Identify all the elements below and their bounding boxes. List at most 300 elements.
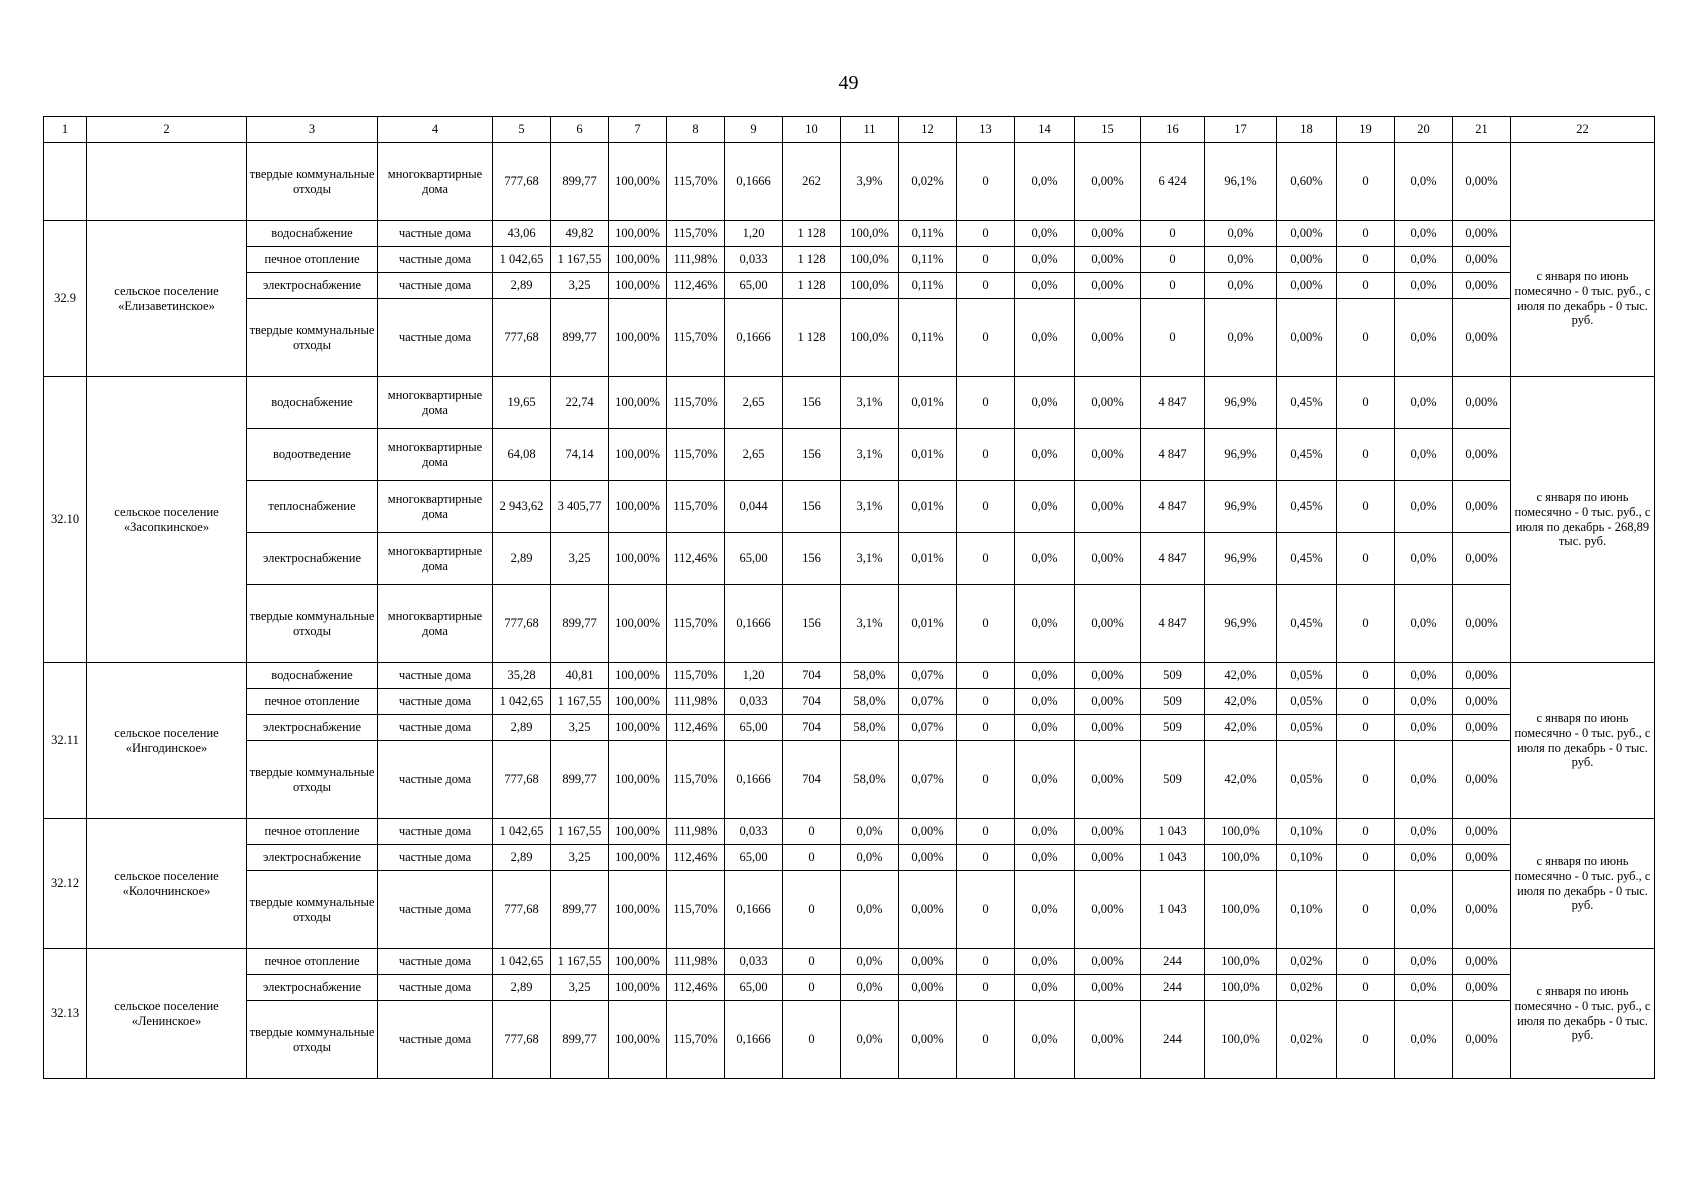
table-cell: 0,0% [1395,741,1453,819]
column-header-6: 6 [551,117,609,143]
table-cell: 0 [1337,299,1395,377]
column-header-5: 5 [493,117,551,143]
settlement-name-cell: сельское поселение «Засопкинское» [87,377,247,663]
table-cell: 112,46% [667,845,725,871]
table-cell: 0,1666 [725,585,783,663]
table-cell: 0,00% [1075,1001,1141,1079]
table-cell: 0,00% [1453,273,1511,299]
table-cell: частные дома [378,975,493,1001]
table-cell: 0,033 [725,689,783,715]
table-cell: 0,45% [1277,533,1337,585]
column-header-13: 13 [957,117,1015,143]
table-cell: 777,68 [493,299,551,377]
column-header-17: 17 [1205,117,1277,143]
table-cell: 0,0% [1395,585,1453,663]
table-cell: 0,00% [899,871,957,949]
table-cell: 0 [783,871,841,949]
table-cell: 1 128 [783,221,841,247]
table-cell: 0,033 [725,819,783,845]
table-cell: 0,07% [899,715,957,741]
table-cell: 0,45% [1277,585,1337,663]
table-cell: 100,0% [841,247,899,273]
column-header-16: 16 [1141,117,1205,143]
table-cell: 2,89 [493,273,551,299]
table-cell: 3,25 [551,715,609,741]
table-cell: электроснабжение [247,533,378,585]
settlement-name-cell: сельское поселение «Ингодинское» [87,663,247,819]
table-row [44,949,1655,975]
table-cell: 1 167,55 [551,689,609,715]
table-cell: 0 [957,819,1015,845]
table-cell: 0,0% [1205,273,1277,299]
table-cell: 115,70% [667,299,725,377]
table-cell: 0,00% [1075,429,1141,481]
table-cell: частные дома [378,949,493,975]
table-cell: 1 043 [1141,871,1205,949]
payment-note-cell: с января по июнь помесячно - 0 тыс. руб., с июля по декабрь - 0 тыс. руб. [1511,949,1655,1079]
table-cell: 0 [957,143,1015,221]
table-cell: 0,0% [1015,949,1075,975]
tariff-table [43,116,1655,1079]
table-cell: электроснабжение [247,715,378,741]
table-cell: печное отопление [247,949,378,975]
table-cell: 100,0% [1205,1001,1277,1079]
table-cell: 1 128 [783,273,841,299]
table-cell: 0 [1337,221,1395,247]
table-cell: 0,00% [1075,377,1141,429]
table-cell: 0,05% [1277,689,1337,715]
table-cell: 65,00 [725,273,783,299]
table-cell: 115,70% [667,143,725,221]
table-cell: 49,82 [551,221,609,247]
table-cell: 777,68 [493,585,551,663]
table-cell: 2,89 [493,975,551,1001]
table-cell: 0,0% [1395,299,1453,377]
table-cell: 0,0% [841,975,899,1001]
table-cell: частные дома [378,299,493,377]
table-cell: 0,00% [1075,481,1141,533]
table-cell: 0 [957,221,1015,247]
table-cell: 115,70% [667,585,725,663]
table-cell: 112,46% [667,975,725,1001]
table-cell: водоснабжение [247,377,378,429]
table-cell: 0,0% [1395,429,1453,481]
table-cell: 0,00% [1075,975,1141,1001]
table-cell: 0,00% [1453,871,1511,949]
column-header-1: 1 [44,117,87,143]
column-header-9: 9 [725,117,783,143]
table-cell: 115,70% [667,663,725,689]
table-cell: 0,0% [1015,871,1075,949]
table-cell: 0 [1337,273,1395,299]
table-cell: 0 [957,663,1015,689]
table-cell: 0 [957,715,1015,741]
table-cell: 100,00% [609,819,667,845]
table-cell: 899,77 [551,299,609,377]
table-cell: 0,05% [1277,663,1337,689]
table-cell: 58,0% [841,715,899,741]
table-cell: 100,00% [609,663,667,689]
table-cell: 115,70% [667,871,725,949]
column-header-7: 7 [609,117,667,143]
table-cell: 0,0% [1015,377,1075,429]
table-cell: 42,0% [1205,689,1277,715]
column-header-15: 15 [1075,117,1141,143]
table-cell: 112,46% [667,273,725,299]
column-number-header-row [44,117,1655,143]
table-cell: частные дома [378,663,493,689]
table-cell: 100,0% [1205,975,1277,1001]
table-cell: 4 847 [1141,585,1205,663]
table-cell: 58,0% [841,663,899,689]
table-cell: 0 [957,429,1015,481]
row-code-cell: 32.11 [44,663,87,819]
table-cell: твердые коммунальные отходы [247,741,378,819]
table-cell: 0,11% [899,247,957,273]
table-cell: 0,0% [1395,689,1453,715]
payment-note-cell: с января по июнь помесячно - 0 тыс. руб., с июля по декабрь - 0 тыс. руб. [1511,819,1655,949]
table-cell: 899,77 [551,143,609,221]
table-cell: 111,98% [667,949,725,975]
table-cell: частные дома [378,1001,493,1079]
table-cell: 0,00% [1075,845,1141,871]
table-cell: частные дома [378,273,493,299]
table-cell: 0 [1141,299,1205,377]
table-cell: 0 [957,247,1015,273]
table-cell: 6 424 [1141,143,1205,221]
table-cell: 0 [957,273,1015,299]
table-cell: 100,00% [609,429,667,481]
table-cell: 115,70% [667,429,725,481]
table-cell: 3,25 [551,533,609,585]
table-cell: частные дома [378,845,493,871]
table-cell: 0,0% [1015,715,1075,741]
table-cell: 1 128 [783,247,841,273]
table-cell: 115,70% [667,481,725,533]
table-row [44,533,1655,585]
table-cell: 19,65 [493,377,551,429]
table-cell: 0 [1337,949,1395,975]
table-cell: 0,0% [1395,871,1453,949]
table-cell: 0,00% [1277,247,1337,273]
table-cell: 3,1% [841,533,899,585]
table-cell: 42,0% [1205,741,1277,819]
table-cell: 22,74 [551,377,609,429]
table-cell: 3,1% [841,481,899,533]
table-cell: 100,00% [609,741,667,819]
table-cell: 4 847 [1141,533,1205,585]
column-header-12: 12 [899,117,957,143]
table-cell: 0 [783,975,841,1001]
table-cell: 0 [1337,741,1395,819]
table-cell: 0,00% [1075,585,1141,663]
table-cell: теплоснабжение [247,481,378,533]
table-cell: 0,033 [725,949,783,975]
table-cell: твердые коммунальные отходы [247,143,378,221]
table-cell: 0,45% [1277,377,1337,429]
table-cell: 42,0% [1205,715,1277,741]
table-cell: 0,45% [1277,481,1337,533]
table-cell: 0 [1337,663,1395,689]
table-cell: электроснабжение [247,845,378,871]
table-cell: 2,65 [725,429,783,481]
table-cell: 899,77 [551,871,609,949]
table-cell: 704 [783,715,841,741]
table-cell: 1 167,55 [551,819,609,845]
table-cell: 0,0% [1395,377,1453,429]
table-cell: 777,68 [493,143,551,221]
table-row [44,299,1655,377]
table-row [44,377,1655,429]
table-cell: 0,00% [1453,533,1511,585]
table-cell: 2,89 [493,845,551,871]
table-cell: 0,00% [1453,247,1511,273]
table-cell: 0,00% [1453,1001,1511,1079]
table-cell: 0,00% [1453,975,1511,1001]
table-cell: 65,00 [725,533,783,585]
table-cell: 0,1666 [725,871,783,949]
table-cell: 3,1% [841,585,899,663]
table-cell: 244 [1141,1001,1205,1079]
table-cell: 1 042,65 [493,247,551,273]
table-cell: многоквартирные дома [378,429,493,481]
table-cell: 509 [1141,715,1205,741]
column-header-14: 14 [1015,117,1075,143]
table-cell: 0 [1337,871,1395,949]
table-cell: 0,07% [899,663,957,689]
table-cell: 40,81 [551,663,609,689]
table-cell: 0 [957,481,1015,533]
table-cell: 0,0% [841,871,899,949]
table-cell: 0,00% [1453,663,1511,689]
column-header-19: 19 [1337,117,1395,143]
column-header-3: 3 [247,117,378,143]
table-cell: 115,70% [667,741,725,819]
table-cell: 100,0% [1205,871,1277,949]
table-cell: 0,0% [1015,143,1075,221]
table-cell: водоснабжение [247,221,378,247]
table-cell: 0,0% [1015,481,1075,533]
table-cell: 96,9% [1205,377,1277,429]
table-cell: 0,0% [1015,689,1075,715]
table-cell: 100,0% [1205,819,1277,845]
table-cell: 0,0% [841,819,899,845]
table-cell: 0,044 [725,481,783,533]
table-cell: 0 [1337,819,1395,845]
table-cell: 0,07% [899,741,957,819]
table-cell: 0,1666 [725,299,783,377]
table-cell: 100,0% [1205,949,1277,975]
table-cell: 0,033 [725,247,783,273]
table-cell: 0 [783,949,841,975]
table-cell: 156 [783,585,841,663]
table-cell: 100,00% [609,845,667,871]
table-cell: 0,0% [1395,533,1453,585]
table-row [44,975,1655,1001]
table-cell: 0 [1337,533,1395,585]
table-cell: печное отопление [247,247,378,273]
table-cell: 100,0% [841,221,899,247]
table-cell: 0,00% [1075,741,1141,819]
table-cell: 0,0% [1205,221,1277,247]
table-cell: 704 [783,689,841,715]
table-cell: 0,0% [1015,273,1075,299]
table-cell: 115,70% [667,377,725,429]
table-cell: 100,00% [609,871,667,949]
table-cell: 0,00% [1453,377,1511,429]
table-cell: 74,14 [551,429,609,481]
table-cell: 2,89 [493,533,551,585]
column-header-4: 4 [378,117,493,143]
table-cell: 0 [1141,273,1205,299]
table-cell: 3 405,77 [551,481,609,533]
table-cell: 35,28 [493,663,551,689]
table-cell: 100,00% [609,689,667,715]
table-cell: 1 042,65 [493,819,551,845]
table-cell: 0 [1141,247,1205,273]
table-cell: 0,00% [1075,689,1141,715]
table-cell: 0 [783,1001,841,1079]
table-cell: 58,0% [841,689,899,715]
column-header-10: 10 [783,117,841,143]
table-cell: 0 [1337,585,1395,663]
table-cell: 64,08 [493,429,551,481]
table-cell: 4 847 [1141,429,1205,481]
column-header-18: 18 [1277,117,1337,143]
table-cell: 0,0% [1015,221,1075,247]
table-cell: 0 [1337,377,1395,429]
table-cell: 96,9% [1205,533,1277,585]
table-cell: 0,00% [1453,949,1511,975]
table-cell: 100,00% [609,143,667,221]
table-cell: 1 043 [1141,845,1205,871]
table-cell: многоквартирные дома [378,533,493,585]
table-cell: 96,9% [1205,429,1277,481]
table-row [44,247,1655,273]
table-cell: 0,00% [1453,429,1511,481]
table-row [44,481,1655,533]
table-cell: 111,98% [667,689,725,715]
table-cell: 0,45% [1277,429,1337,481]
table-cell: 96,9% [1205,481,1277,533]
row-code-cell: 32.10 [44,377,87,663]
column-header-8: 8 [667,117,725,143]
payment-note-cell: с января по июнь помесячно - 0 тыс. руб., с июля по декабрь - 0 тыс. руб. [1511,663,1655,819]
table-cell: 0,0% [1395,975,1453,1001]
table-cell: 111,98% [667,819,725,845]
table-cell: 42,0% [1205,663,1277,689]
table-cell: 0,0% [1015,819,1075,845]
table-cell: 0,00% [1453,221,1511,247]
table-cell: твердые коммунальные отходы [247,1001,378,1079]
table-cell: 0,00% [1453,585,1511,663]
table-cell: 0,0% [1395,715,1453,741]
table-cell: 100,00% [609,533,667,585]
table-cell: 0,11% [899,221,957,247]
table-cell: частные дома [378,221,493,247]
table-cell: 0,00% [1075,247,1141,273]
table-cell: частные дома [378,819,493,845]
table-cell: 100,00% [609,377,667,429]
table-cell: 100,0% [841,299,899,377]
table-cell: 1 167,55 [551,949,609,975]
table-cell: 0,0% [1395,143,1453,221]
table-cell: 3,25 [551,273,609,299]
table-cell: 0 [957,1001,1015,1079]
table-cell: 0,02% [1277,975,1337,1001]
table-cell: 0,0% [1015,845,1075,871]
table-cell: 0 [783,819,841,845]
table-cell: 0,0% [1205,299,1277,377]
table-cell: 2,65 [725,377,783,429]
table-cell: 2 943,62 [493,481,551,533]
table-cell: частные дома [378,715,493,741]
table-cell: электроснабжение [247,273,378,299]
table-cell: 0,00% [1453,299,1511,377]
table-cell: 0 [957,845,1015,871]
table-cell: 3,1% [841,429,899,481]
column-header-21: 21 [1453,117,1511,143]
table-cell: твердые коммунальные отходы [247,871,378,949]
table-cell: 0,0% [841,845,899,871]
table-cell: 156 [783,481,841,533]
table-cell: 0 [1337,715,1395,741]
payment-note-cell: с января по июнь помесячно - 0 тыс. руб., с июля по декабрь - 268,89 тыс. руб. [1511,377,1655,663]
table-cell: 0,00% [899,845,957,871]
table-cell: 3,25 [551,845,609,871]
table-cell: 0,00% [1277,221,1337,247]
table-cell: 899,77 [551,741,609,819]
table-row [44,845,1655,871]
table-cell: 0,05% [1277,715,1337,741]
table-cell: твердые коммунальные отходы [247,299,378,377]
table-cell: 704 [783,741,841,819]
table-cell: 0,00% [1075,819,1141,845]
table-cell: 43,06 [493,221,551,247]
table-cell: 65,00 [725,975,783,1001]
table-cell: 0,00% [899,975,957,1001]
table-row [44,585,1655,663]
table-cell: 65,00 [725,715,783,741]
table-cell: 899,77 [551,585,609,663]
table-cell: 0,00% [1453,481,1511,533]
table-cell: 100,00% [609,299,667,377]
table-cell: 1,20 [725,221,783,247]
table-cell: 0,0% [1015,429,1075,481]
page-number: 49 [838,72,859,94]
table-cell: 0 [1337,975,1395,1001]
table-cell: 0,0% [1395,819,1453,845]
table-cell: 0,10% [1277,819,1337,845]
table-cell: 0,0% [1395,247,1453,273]
table-cell: 0,01% [899,377,957,429]
table-cell: 100,00% [609,481,667,533]
table-cell: 0,1666 [725,143,783,221]
table-cell: 704 [783,663,841,689]
table-cell: 3,9% [841,143,899,221]
table-cell: частные дома [378,247,493,273]
table-cell: 0,00% [1075,143,1141,221]
table-cell: 0,0% [1015,741,1075,819]
row-code-cell: 32.12 [44,819,87,949]
table-cell: 115,70% [667,221,725,247]
table-cell: 0,0% [1015,533,1075,585]
table-cell: 58,0% [841,741,899,819]
table-cell: водоотведение [247,429,378,481]
table-cell: 100,00% [609,1001,667,1079]
table-cell: 777,68 [493,871,551,949]
table-cell: 0,10% [1277,871,1337,949]
